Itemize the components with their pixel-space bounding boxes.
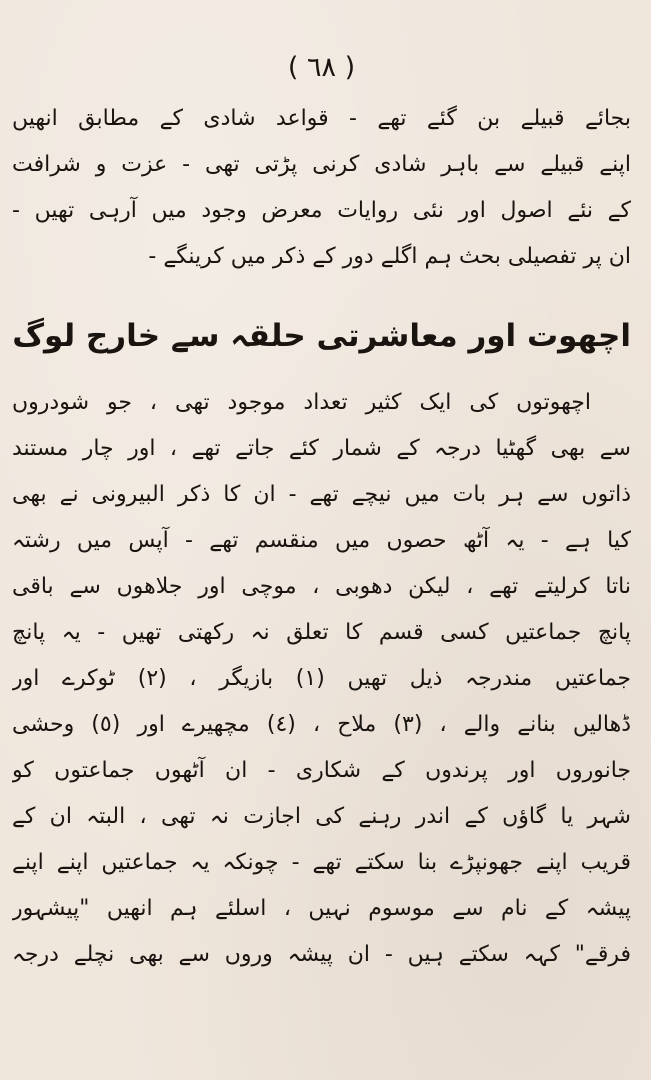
text-line: بجائے قبیلے بن گئے تھے - قواعد شادی کے مطابق انھیں	[12, 106, 631, 131]
page-number: ( ٦٨ )	[287, 52, 356, 83]
text-line: پیشہ کے نام سے موسوم نہیں ، اسلئے ہم انھیں "پیشہور	[12, 896, 631, 921]
text-line: ذاتوں سے ہر بات میں نیچے تھے - ان کا ذکر البیرونی نے بھی	[12, 482, 631, 507]
text-line: کیا ہے - یہ آٹھ حصوں میں منقسم تھے - آپس میں رشتہ	[12, 528, 631, 553]
text-line: ان پر تفصیلی بحث ہم اگلے دور کے ذکر میں کرینگے -	[148, 244, 631, 269]
text-line: کے نئے اصول اور نئی روایات معرض وجود میں آرہی تھیں -	[12, 198, 631, 223]
text-line: فرقے" کہہ سکتے ہیں - ان پیشہ وروں سے بھی نچلے درجہ	[12, 942, 631, 967]
text-line: ڈھالیں بنانے والے ، (٣) ملاح ، (٤) مچھیرے اور (٥) وحشی	[12, 712, 631, 737]
text-line: قریب اپنے جھونپڑے بنا سکتے تھے - چونکہ یہ جماعتیں اپنے اپنے	[12, 850, 631, 875]
text-line: جانوروں اور پرندوں کے شکاری - ان آٹھوں جماعتوں کو	[12, 758, 631, 783]
text-line: سے بھی گھٹیا درجہ کے شمار کئے جاتے تھے ، اور چار مستند	[12, 436, 631, 461]
text-line: اپنے قبیلے سے باہر شادی کرنی پڑتی تھی - عزت و شرافت	[12, 152, 631, 177]
section-heading: اچھوت اور معاشرتی حلقہ سے خارج لوگ	[12, 318, 631, 354]
text-line: اچھوتوں کی ایک کثیر تعداد موجود تھی ، جو شودروں	[12, 390, 591, 415]
text-line: ناتا کرلیتے تھے ، لیکن دھوبی ، موچی اور جلاھوں سے باقی	[12, 574, 631, 599]
text-line: پانچ جماعتیں کسی قسم کا تعلق نہ رکھتی تھیں - یہ پانچ	[12, 620, 631, 645]
text-line: شہر یا گاؤں کے اندر رہنے کی اجازت نہ تھی ، البتہ ان کے	[12, 804, 631, 829]
text-line: جماعتیں مندرجہ ذیل تھیں (١) بازیگر ، (٢) ٹوکرے اور	[12, 666, 631, 691]
section-paragraph	[12, 380, 631, 978]
intro-paragraph	[12, 96, 631, 280]
